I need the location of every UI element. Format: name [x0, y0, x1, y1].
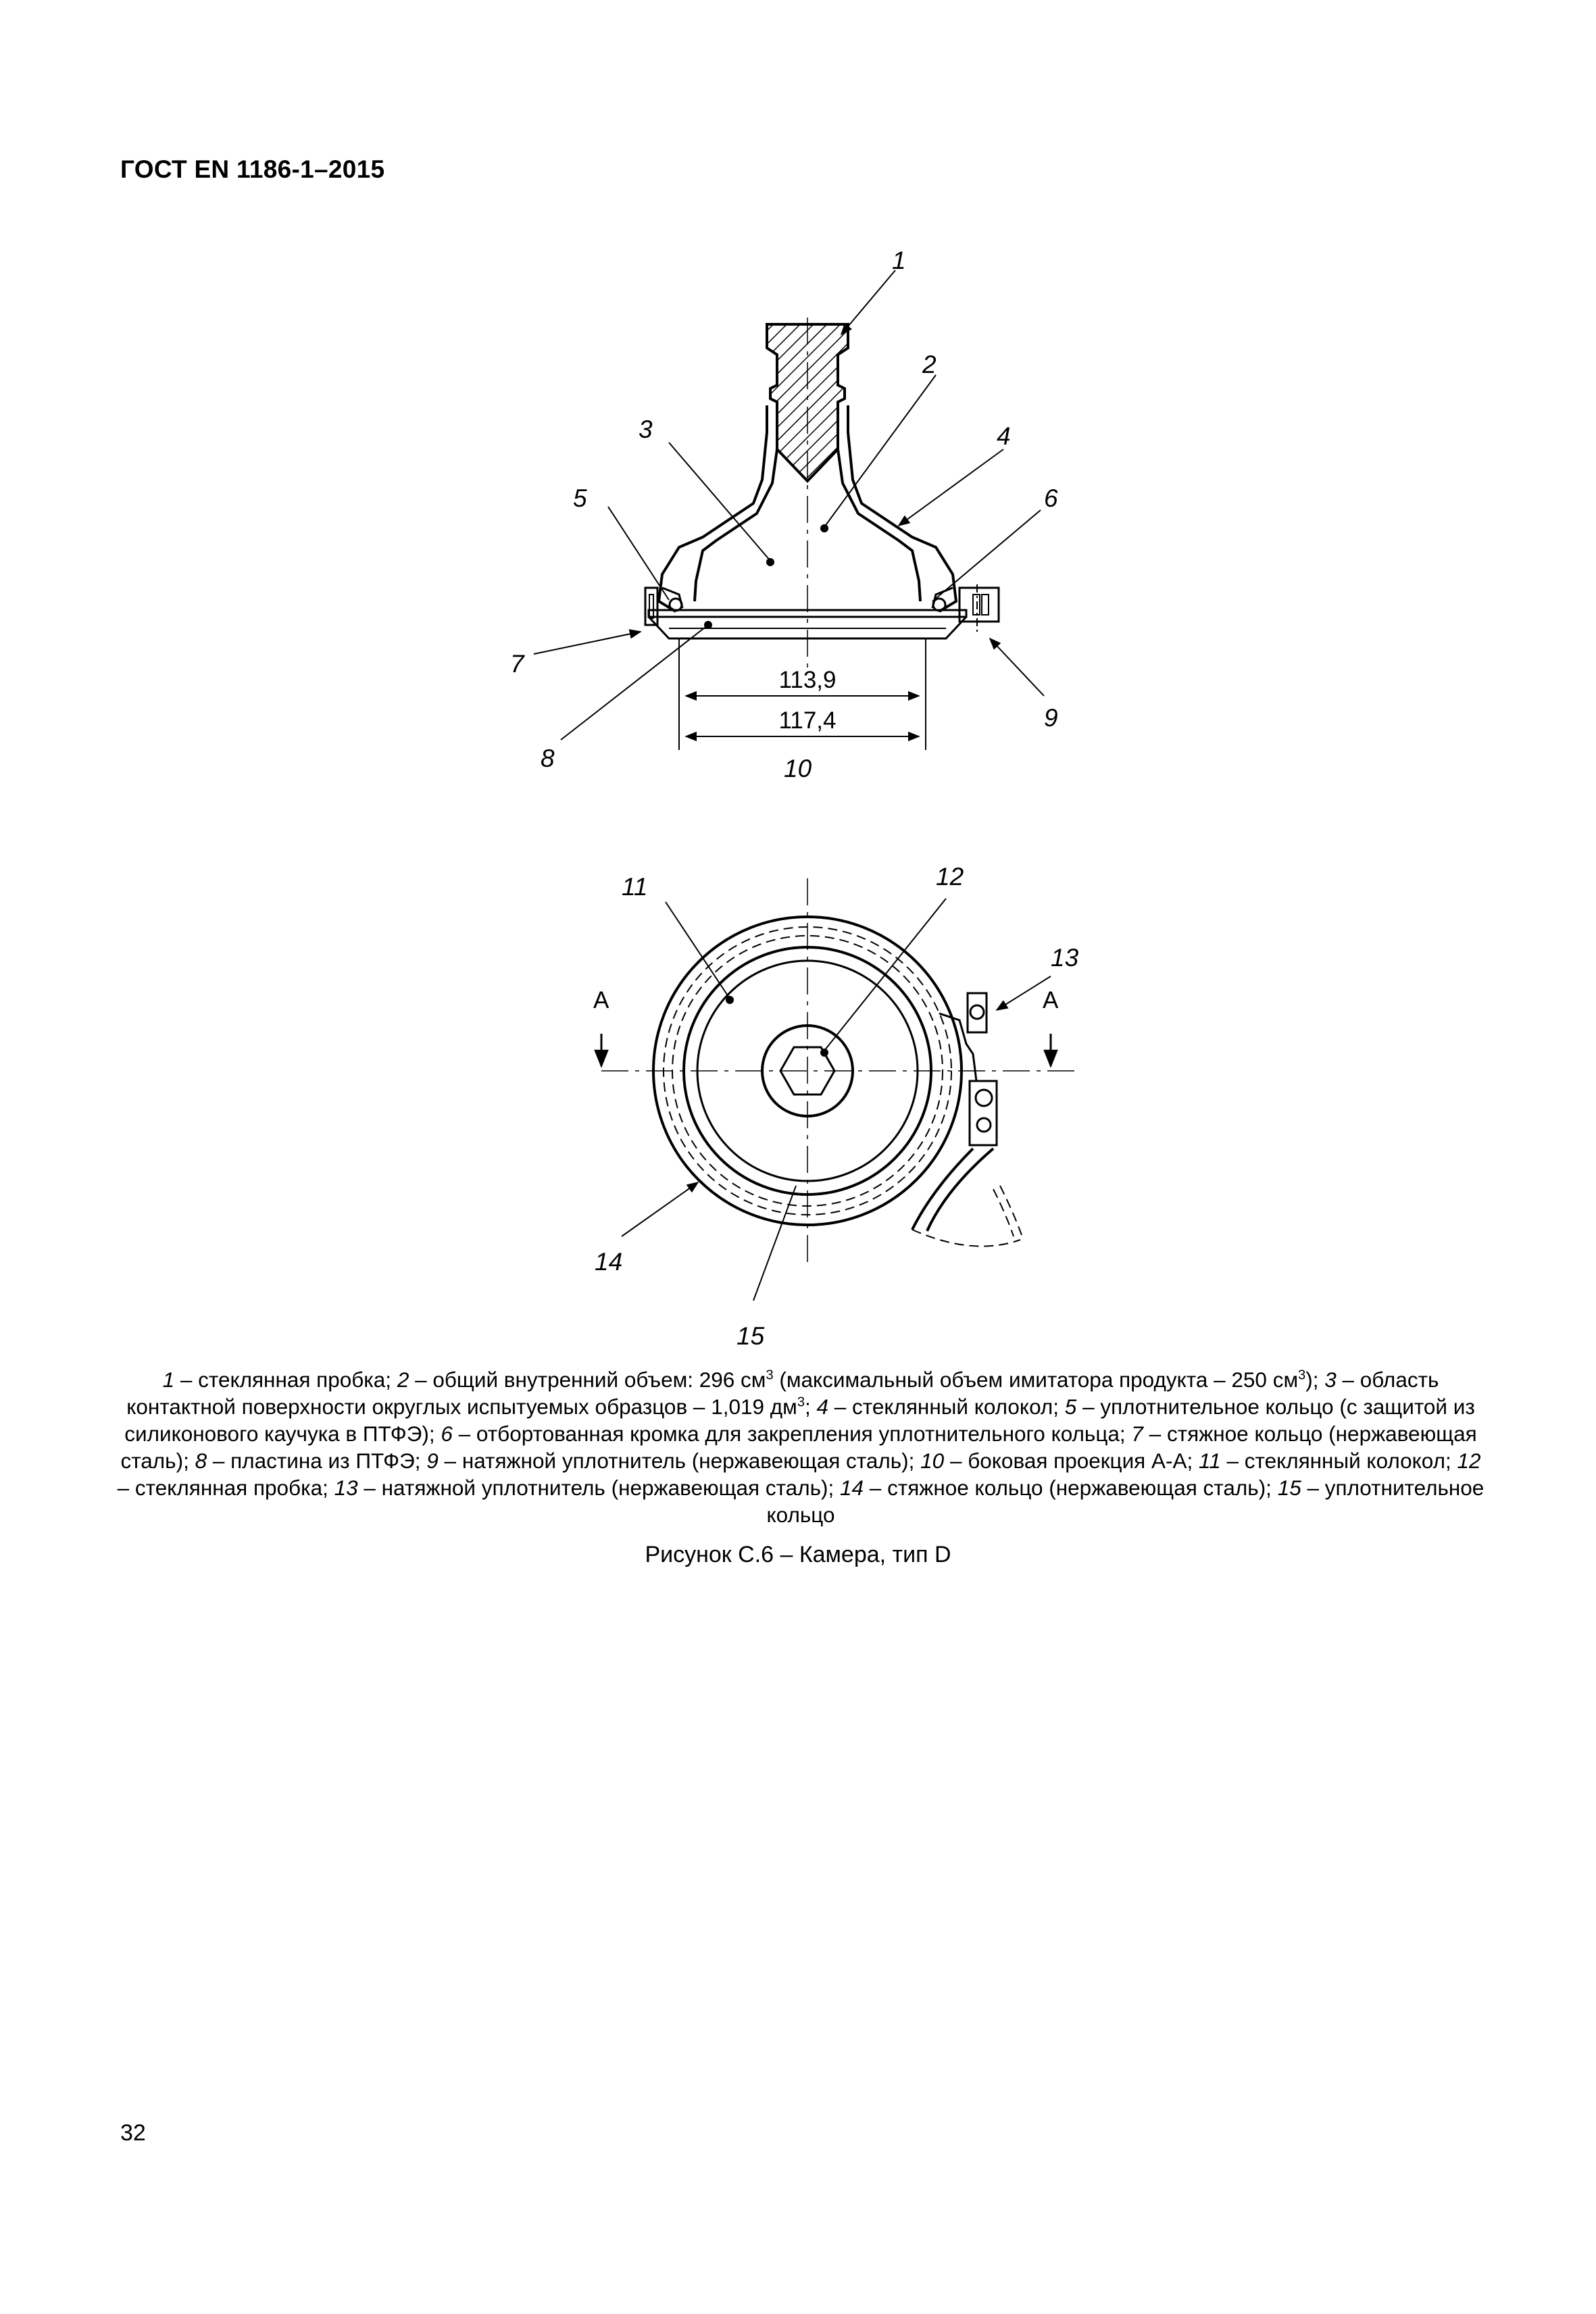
document-header: ГОСТ EN 1186-1–2015 [120, 155, 385, 183]
figure-legend: 1 – стеклянная пробка; 2 – общий внутренний объем: 296 $см^3$ (максимальный объем имитатора продукта – 250 $см^3$); 3 – область контактной поверхности округлых испытуемых образцов – 1,019 $дм^3$; 4 – стеклянный колокол; 5 – уплотнительное кольцо (с защитой из силиконового каучука в ПТФЭ); 6 – отбортованная кромка для закрепления уплотнительного кольца; 7 – стяжное кольцо (нержавеющая сталь); 8 – пластина из ПТФЭ; 9 – натяжной уплотнитель (нержавеющая сталь); 10 – боковая проекция А-А; 11 – стеклянный колокол; 12 – стеклянная пробка; 13 – натяжной уплотнитель (нержавеющая сталь); 14 – стяжное кольцо (нержавеющая сталь); 15 – уплотнительное кольцо [117, 1367, 1485, 1527]
figure-title: Рисунок С.6 – Камера, тип D [645, 1542, 951, 1567]
glass-bell-outer [659, 405, 767, 611]
glass-bell-inner [695, 449, 777, 601]
label-15: 15 [737, 1322, 765, 1350]
label-14: 14 [595, 1248, 623, 1276]
label-2: 2 [922, 351, 937, 378]
page-number: 32 [120, 2120, 146, 2146]
glass-stopper [767, 324, 848, 481]
section-mark-right: A [1043, 987, 1059, 1013]
label-8: 8 [541, 745, 555, 772]
label-11: 11 [622, 873, 648, 901]
section-mark-left: A [593, 987, 609, 1013]
label-4: 4 [997, 422, 1011, 450]
label-5: 5 [573, 484, 587, 512]
top-view [601, 878, 1074, 1267]
label-6: 6 [1044, 484, 1058, 512]
label-9: 9 [1044, 704, 1058, 732]
label-13: 13 [1051, 944, 1079, 972]
label-1: 1 [892, 247, 906, 274]
label-3: 3 [639, 416, 653, 443]
label-12: 12 [936, 863, 964, 890]
dimension-outer: 117,4 [778, 707, 837, 734]
dimension-inner: 113,9 [778, 667, 837, 693]
label-10: 10 [784, 755, 812, 782]
side-view [645, 318, 999, 669]
label-7: 7 [510, 650, 524, 678]
ptfe-plate [649, 610, 966, 617]
